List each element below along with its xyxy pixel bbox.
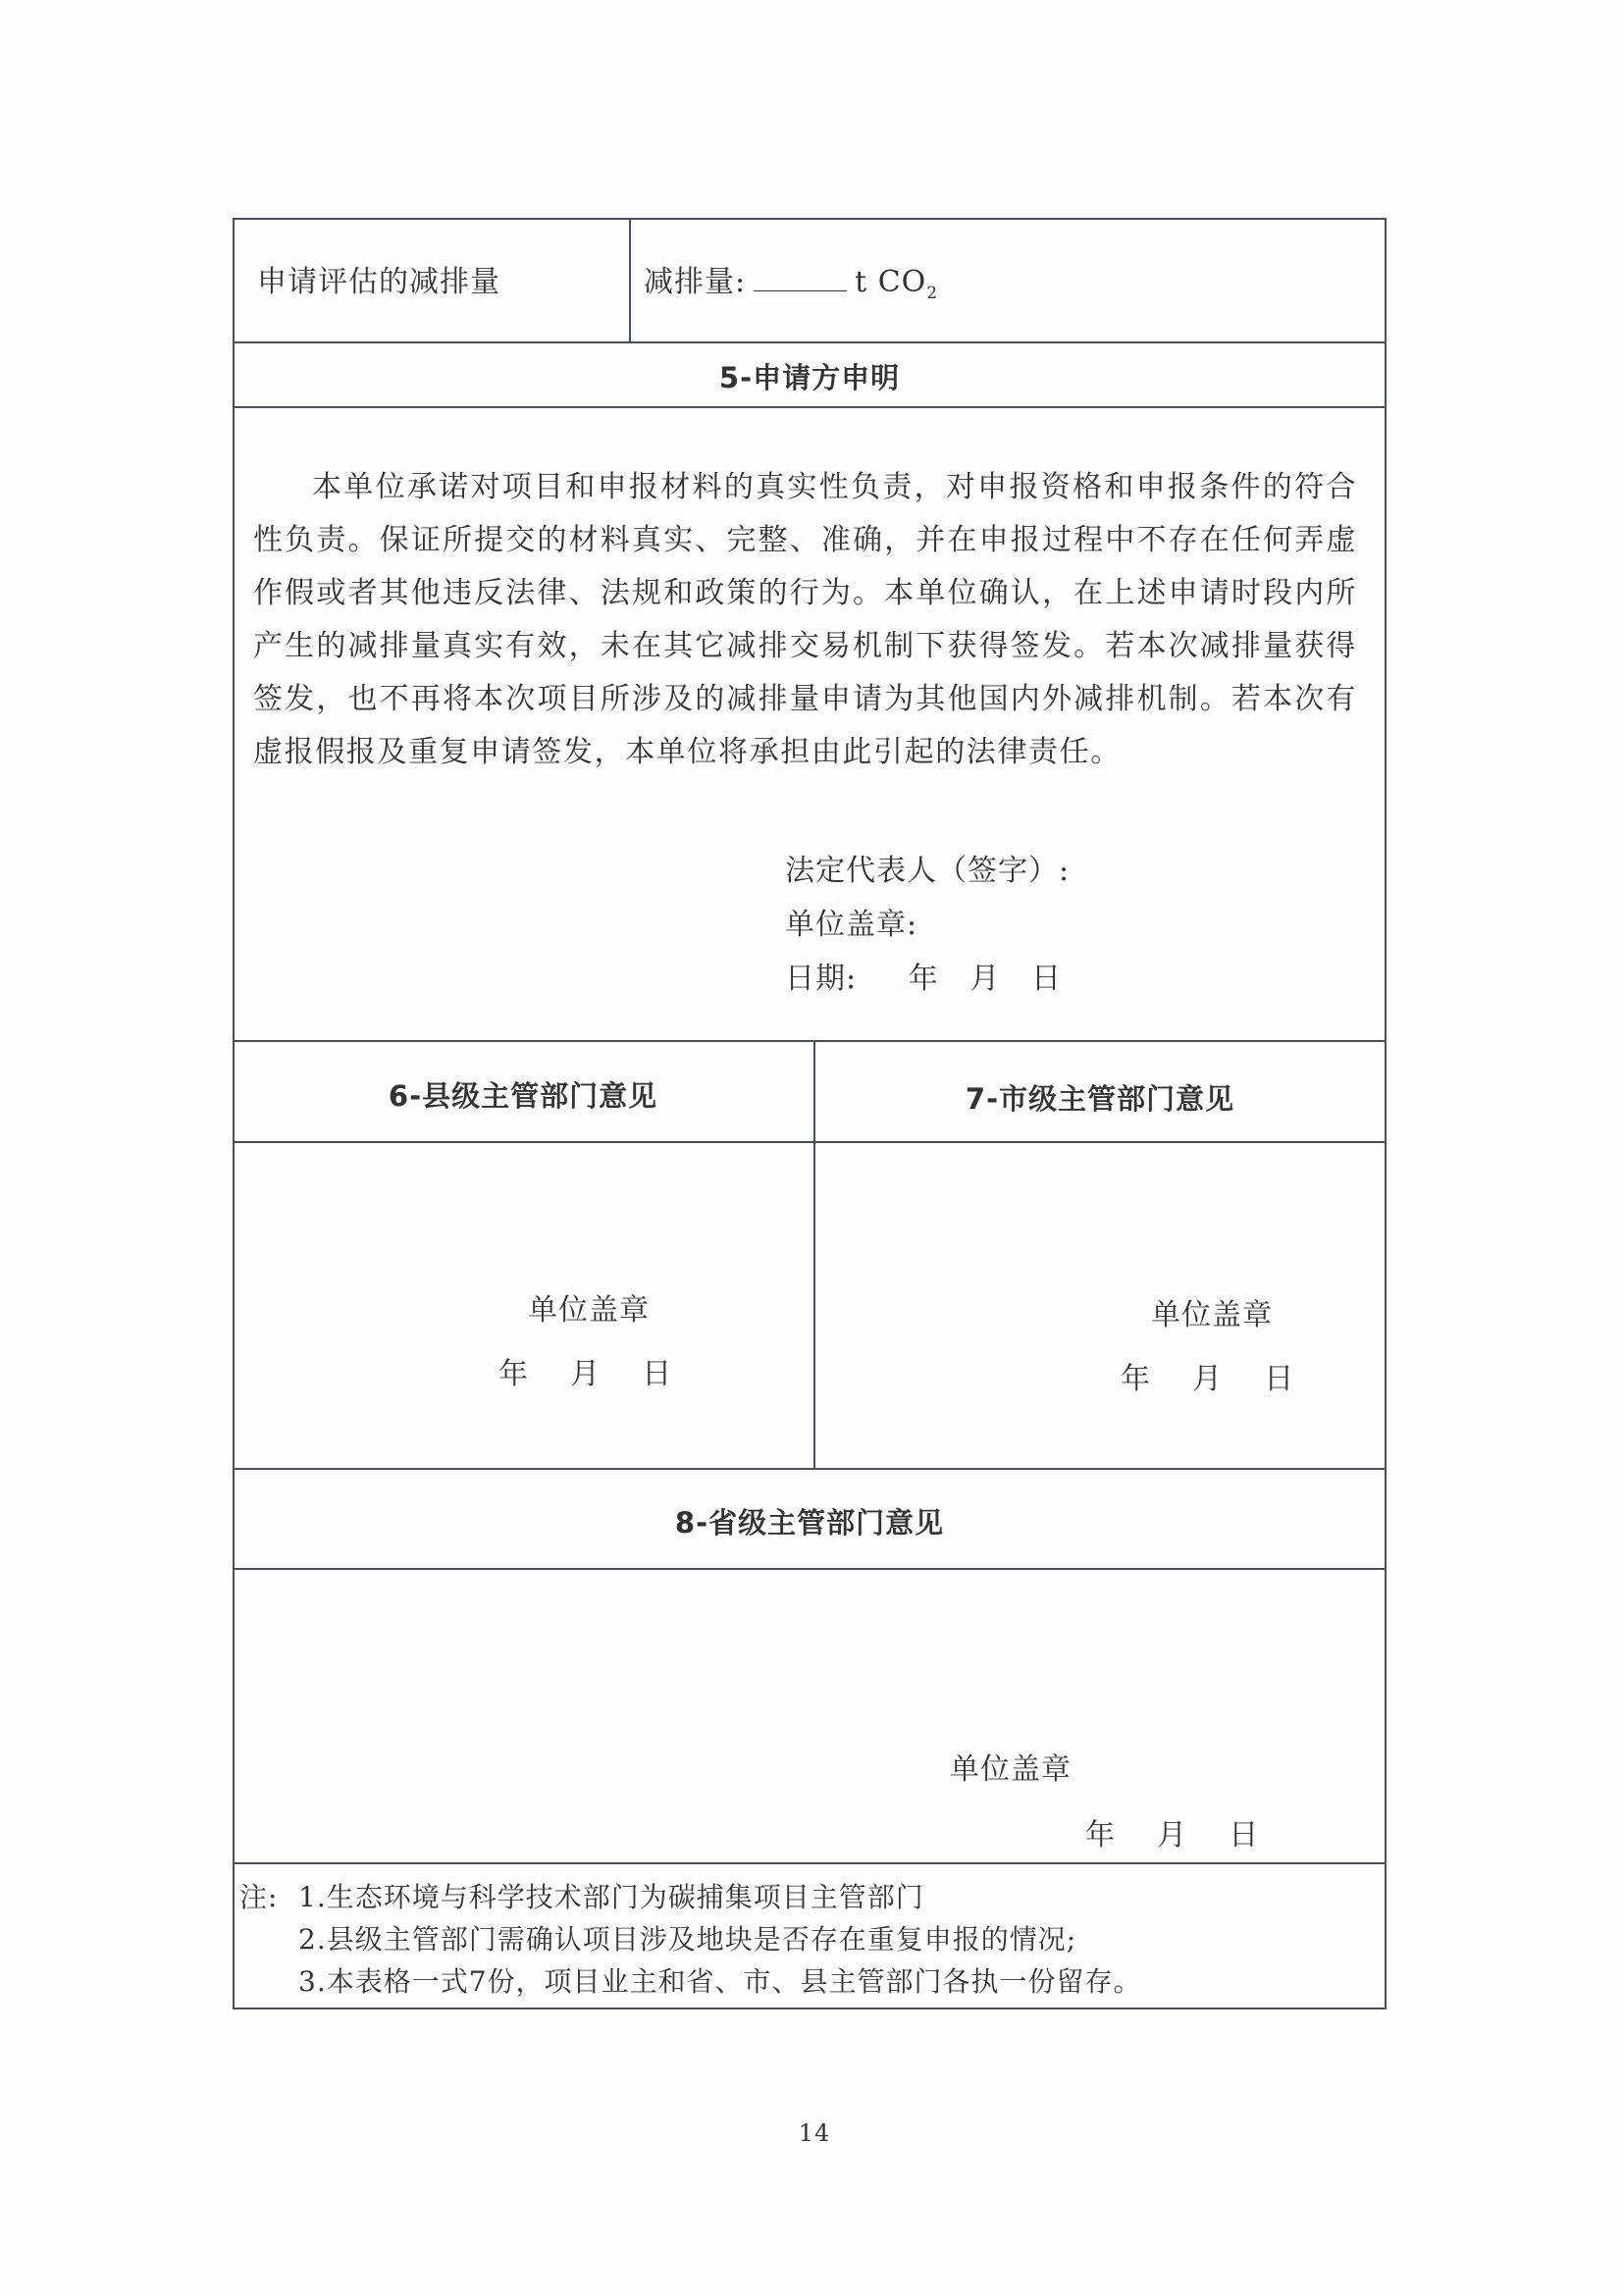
unit-subscript: 2 xyxy=(926,284,939,303)
section-7-title: 7-市级主管部门意见 xyxy=(965,1082,1235,1116)
divider xyxy=(233,1468,1387,1470)
city-seal[interactable]: 单位盖章 xyxy=(1151,1298,1273,1332)
divider xyxy=(233,406,1387,408)
divider xyxy=(233,1141,1387,1143)
county-date[interactable]: 年 月 日 xyxy=(498,1357,673,1391)
note-item: 1.生态环境与科学技术部门为碳捕集项目主管部门 xyxy=(298,1881,924,1913)
field-label: 减排量: xyxy=(644,265,747,299)
legal-rep-signature[interactable]: 法定代表人（签字）: xyxy=(785,854,1071,888)
note-item: 2.县级主管部门需确认项目涉及地块是否存在重复申报的情况; xyxy=(298,1923,1077,1956)
unit-seal[interactable]: 单位盖章: xyxy=(785,908,918,942)
county-seal[interactable]: 单位盖章 xyxy=(528,1293,650,1328)
province-date[interactable]: 年 月 日 xyxy=(1085,1818,1260,1852)
section-5-title: 5-申请方申明 xyxy=(718,361,901,394)
note-item: 3.本表格一式7份，项目业主和省、市、县主管部门各执一份留存。 xyxy=(298,1965,1142,1998)
city-date[interactable]: 年 月 日 xyxy=(1121,1362,1295,1396)
divider xyxy=(233,1568,1387,1570)
reduction-blank[interactable] xyxy=(754,267,847,291)
page-number: 14 xyxy=(798,2119,831,2147)
province-seal[interactable]: 单位盖章 xyxy=(950,1752,1072,1787)
date[interactable]: 日期: 年 月 日 xyxy=(785,962,1063,996)
notes-prefix: 注: xyxy=(239,1881,279,1913)
divider xyxy=(629,218,631,341)
unit: t CO xyxy=(855,265,927,299)
divider xyxy=(233,1862,1387,1864)
section-8-title: 8-省级主管部门意见 xyxy=(674,1506,945,1539)
reduction-field[interactable] xyxy=(644,257,938,303)
declaration-text: 本单位承诺对项目和申报材料的真实性负责，对申报资格和申报条件的符合性负责。保证所提交的材料真实、完整、准确，并在申报过程中不存在任何弄虚作假或者其他违反法律、法规和政策的行为。本单位确认，在上述申请时段内所产生的减排量真实有效，未在其它减排交易机制下获得签发。若本次减排量获得签发，也不再将本次项目所涉及的减排量申请为其他国内外减排机制。若本次有虚报假报及重复申请签发，本单位将承担由此引起的法律责任。 xyxy=(253,470,1357,769)
reduction-label: 申请评估的减排量 xyxy=(257,265,500,299)
divider xyxy=(233,341,1387,343)
divider xyxy=(233,1040,1387,1042)
section-6-title: 6-县级主管部门意见 xyxy=(388,1079,658,1113)
